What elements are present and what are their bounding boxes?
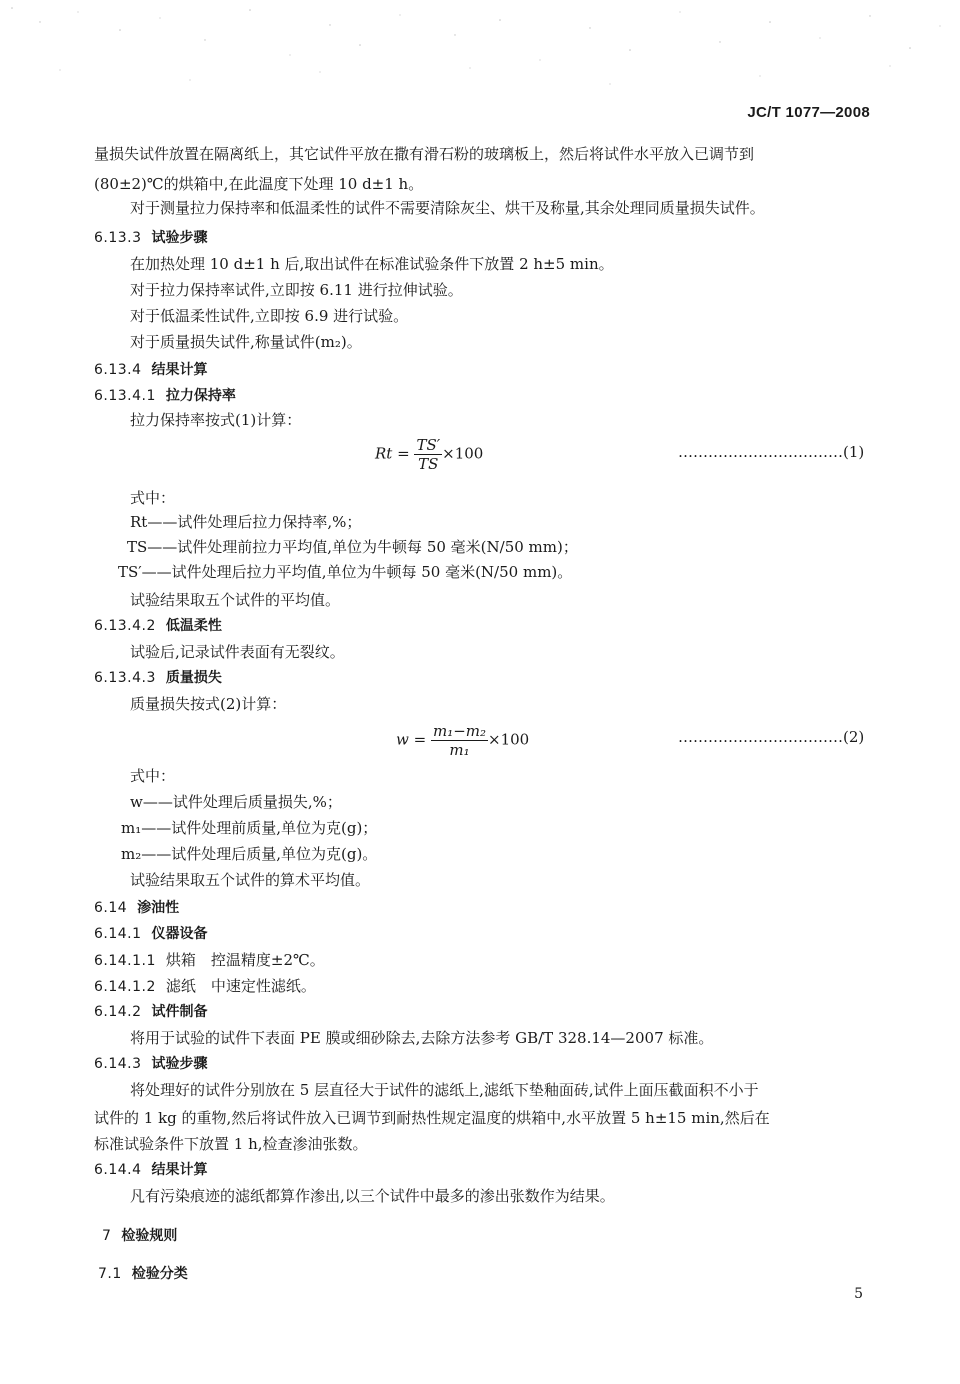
equipment-line: 6.14.1.1 烘箱 控温精度±2℃。 <box>94 951 325 969</box>
paragraph-line: 将用于试验的试件下表面 PE 膜或细砂除去,去除方法参考 GB/T 328.14—2007 标准。 <box>130 1029 714 1047</box>
section-heading-6-13-4-1: 6.13.4.1 拉力保持率 <box>94 388 236 404</box>
section-heading-6-14: 6.14 渗油性 <box>94 900 180 916</box>
equipment-line: 6.14.1.2 滤纸 中速定性滤纸。 <box>94 977 316 995</box>
paragraph-line: 式中： <box>130 767 176 785</box>
definition-line: m₁——试件处理前质量,单位为克(g)； <box>121 819 378 837</box>
paragraph-line: 对于拉力保持率试件,立即按 6.11 进行拉伸试验。 <box>130 281 463 299</box>
definition-line: Rt——试件处理后拉力保持率,%； <box>130 513 362 531</box>
equation-number-2: ……………………………(2) <box>678 728 865 746</box>
formula-1: Rt = $\frac{TS'}{TS}$ ×100 <box>375 436 484 473</box>
paragraph-line: 将处理好的试件分别放在 5 层直径大于试件的滤纸上,滤纸下垫釉面砖,试件上面压截面积不小于 <box>130 1081 759 1099</box>
paragraph-line: 试验结果取五个试件的平均值。 <box>130 591 341 609</box>
section-heading-7-1: 7.1 检验分类 <box>98 1266 188 1282</box>
paragraph-line: 拉力保持率按式(1)计算： <box>130 411 302 429</box>
paragraph-line: 试验结果取五个试件的算术平均值。 <box>130 871 371 889</box>
formula-2: w = $\frac{\text{m₁−m₂}}{\text{m₁}}$ ×100 <box>396 722 530 759</box>
paragraph-line: 凡有污染痕迹的滤纸都算作渗出,以三个试件中最多的渗出张数作为结果。 <box>130 1187 615 1205</box>
paragraph-line: 标准试验条件下放置 1 h,检查渗油张数。 <box>94 1135 368 1153</box>
section-heading-6-13-3: 6.13.3 试验步骤 <box>94 230 208 246</box>
definition-line: TS′——试件处理后拉力平均值,单位为牛顿每 50 毫米(N/50 mm)。 <box>118 563 573 581</box>
section-heading-6-13-4-3: 6.13.4.3 质量损失 <box>94 670 222 686</box>
page-number: 5 <box>854 1286 863 1302</box>
section-heading-6-13-4-2: 6.13.4.2 低温柔性 <box>94 618 222 634</box>
paragraph-line: 量损失试件放置在隔离纸上，其它试件平放在撒有滑石粉的玻璃板上，然后将试件水平放入已调节到 <box>94 145 755 163</box>
standard-id: JC/T 1077—2008 <box>747 104 870 121</box>
paragraph-line: 质量损失按式(2)计算： <box>130 695 287 713</box>
paragraph-line: 对于质量损失试件,称量试件(m₂)。 <box>130 333 362 351</box>
section-heading-6-14-4: 6.14.4 结果计算 <box>94 1162 208 1178</box>
section-heading-6-14-2: 6.14.2 试件制备 <box>94 1004 208 1020</box>
section-heading-7: 7 检验规则 <box>102 1228 178 1244</box>
scan-noise <box>0 0 960 110</box>
paragraph-line: 在加热处理 10 d±1 h 后,取出试件在标准试验条件下放置 2 h±5 min。 <box>130 255 614 273</box>
section-heading-6-14-3: 6.14.3 试验步骤 <box>94 1056 208 1072</box>
paragraph-line: 试验后,记录试件表面有无裂纹。 <box>130 643 345 661</box>
definition-line: TS——试件处理前拉力平均值,单位为牛顿每 50 毫米(N/50 mm)； <box>127 538 578 556</box>
definition-line: m₂——试件处理后质量,单位为克(g)。 <box>121 845 378 863</box>
paragraph-line: 式中： <box>130 489 176 507</box>
definition-line: w——试件处理后质量损失,%； <box>130 793 342 811</box>
paragraph-line: 对于测量拉力保持率和低温柔性的试件不需要清除灰尘、烘干及称量,其余处理同质量损失试件。 <box>130 199 765 217</box>
equation-number-1: ……………………………(1) <box>678 443 865 461</box>
section-heading-6-14-1: 6.14.1 仪器设备 <box>94 926 208 942</box>
paragraph-line: 试件的 1 kg 的重物,然后将试件放入已调节到耐热性规定温度的烘箱中,水平放置 5 h±15 min,然后在 <box>94 1109 770 1127</box>
paragraph-line: 对于低温柔性试件,立即按 6.9 进行试验。 <box>130 307 409 325</box>
section-heading-6-13-4: 6.13.4 结果计算 <box>94 362 208 378</box>
paragraph-line: (80±2)℃的烘箱中,在此温度下处理 10 d±1 h。 <box>94 175 424 193</box>
